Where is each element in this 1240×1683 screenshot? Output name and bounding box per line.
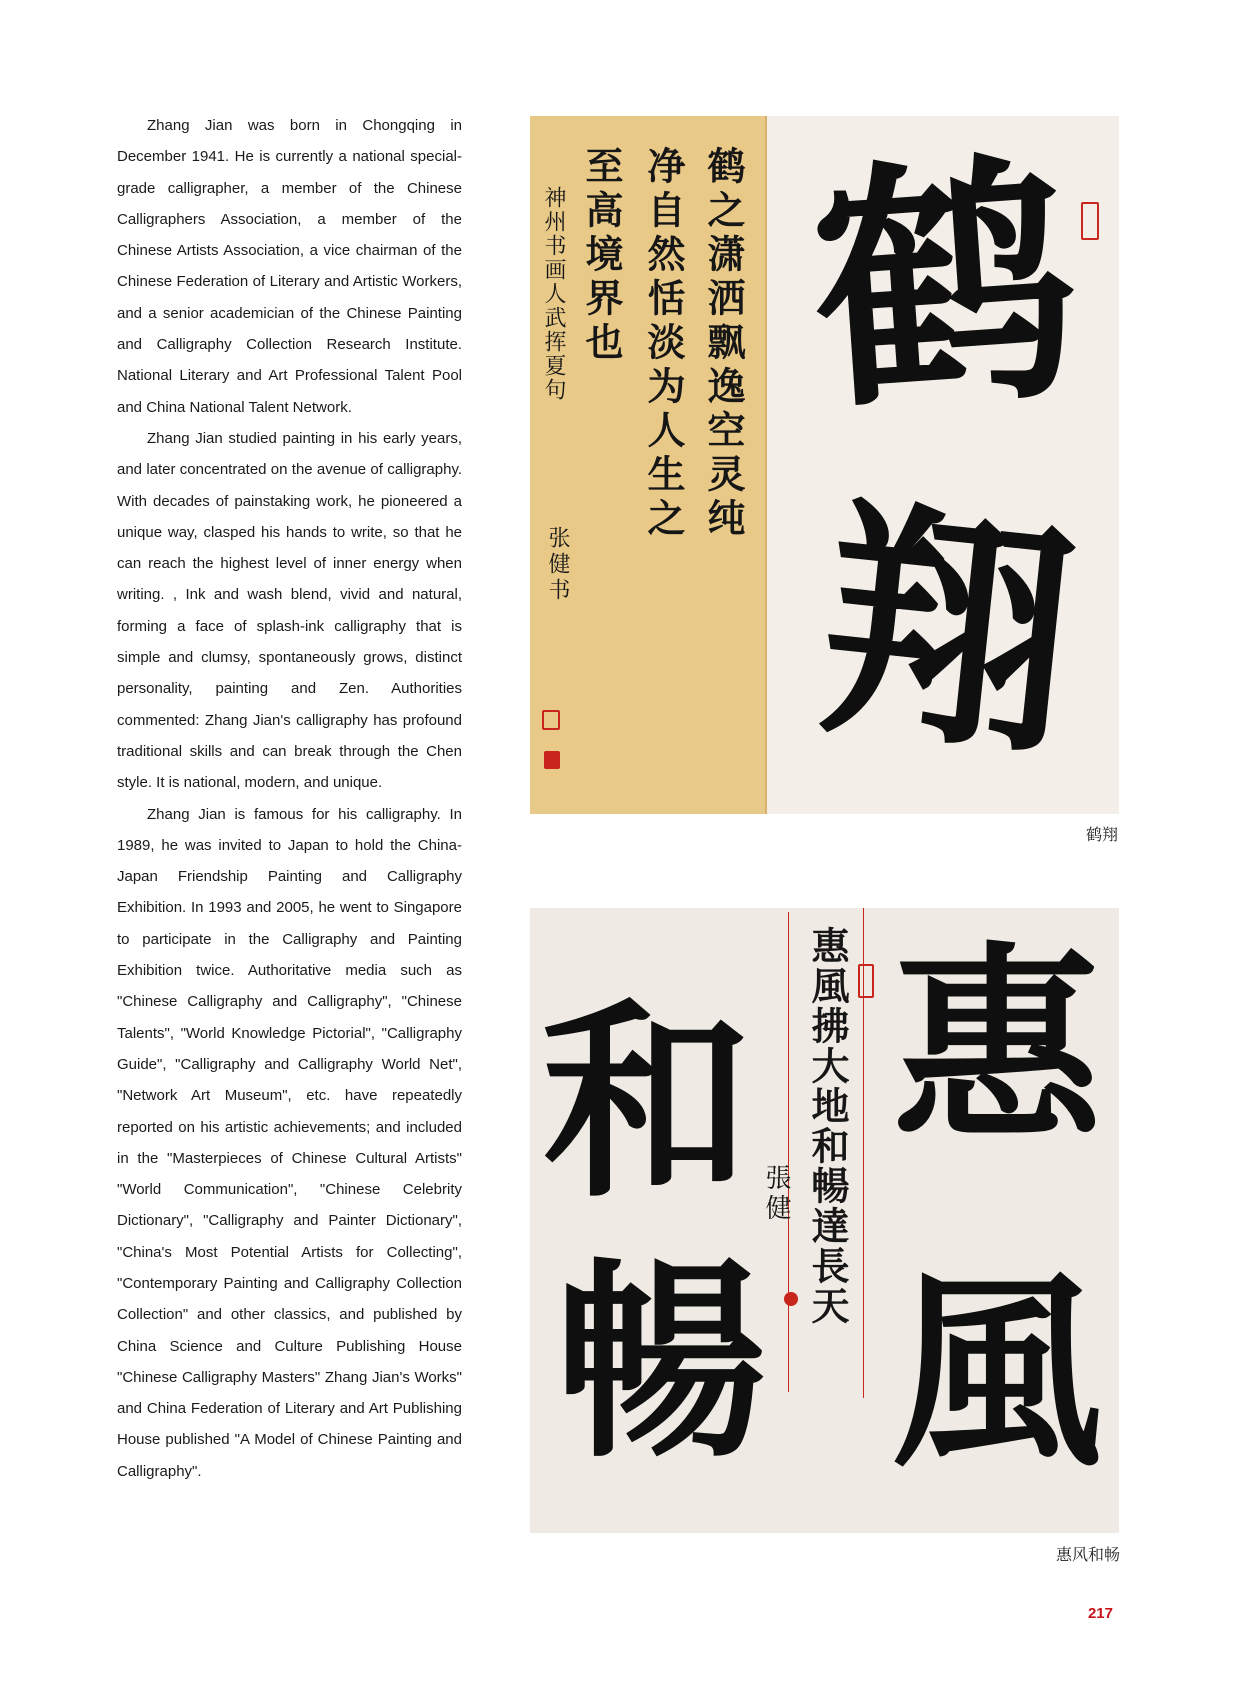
artwork-he-xiang (530, 116, 1119, 814)
large-character-he: 和 (542, 979, 753, 1226)
large-character-xiang: 翔 (808, 471, 1088, 791)
caption-artwork-2: 惠风和畅 (1055, 1545, 1120, 1564)
caption-artwork-1: 鹤翔 (1085, 825, 1118, 844)
large-character-hui: 惠 (892, 923, 1103, 1170)
main-calligraphy-panel (767, 116, 1119, 814)
article-body (117, 110, 462, 1487)
paragraph-exhibitions: Zhang Jian is famous for his calligraphy. In 1989, he was invited to Japan to hold the China-Japan Friendship Painting and Calligraphy Exhibition. In 1993 and 2005, he went to Singapore to participate in the Calligraphy and Painting Exhibition twice. Authoritative media such as "Chinese Calligraphy and Calligraphy", "Chinese Talents", "World Knowledge Pictorial", "Calligraphy Guide", "Calligraphy and Calligraphy World Net", "Network Art Museum", etc. have repeatedly reported on his artistic achievements; and included in the "Masterpieces of Chinese Cultural Artists" "World Communication", "Chinese Celebrity Dictionary", "Calligraphy and Painter Dictionary", "China's Most Potential Artists for Collecting", "Contemporary Painting and Calligraphy Collection Collection" and other classics, and published by China Science and Culture Publishing House "Chinese Calligraphy Masters" Zhang Jian's Works" and China Federation of Literary and Art Publishing House published "A Model of Chinese Painting and Calligraphy". (117, 805, 462, 1480)
poem-column-1: 鹤之潇洒飘逸空灵纯 (701, 146, 746, 542)
poem-column-2: 净自然恬淡为人生之 (641, 146, 686, 542)
large-character-he: 鹤 (804, 126, 1086, 449)
poem-column-3: 至高境界也 (579, 146, 624, 366)
seal-icon (544, 751, 560, 769)
signature: 张健书 (545, 526, 570, 604)
inscription-column: 神州书画人武挥夏句 (541, 186, 566, 402)
seal-icon (1081, 202, 1099, 240)
gold-inscription-panel (530, 116, 767, 814)
seal-icon (784, 1292, 798, 1306)
paragraph-style: Zhang Jian studied painting in his early years, and later concentrated on the avenue of calligraphy. With decades of painstaking work, he pioneered a unique way, clasped his hands to write, so that he can reach the highest level of inner energy when writing. , Ink and wash blend, vivid and natural, forming a face of splash-ink calligraphy that is simple and clumsy, spontaneously grows, distinct personality, painting and Zen. Authorities commented: Zhang Jian's calligraphy has profound traditional skills and can break through the Chen style. It is national, modern, and unique. (117, 429, 462, 792)
signature: 張健 (761, 1164, 791, 1224)
large-character-chang: 暢 (556, 1239, 767, 1486)
paragraph-biography: Zhang Jian was born in Chongqing in December 1941. He is currently a national special-grade calligrapher, a member of the Chinese Calligraphers Association, a member of the Chinese Artists Association, a vice chairman of the Chinese Federation of Literary and Artistic Workers, and a senior academician of the Chinese Painting and Calligraphy Collection Research Institute. National Literary and Art Professional Talent Pool and China National Talent Network. (117, 117, 462, 416)
artwork-hui-feng-he-chang (530, 908, 1119, 1533)
poem-column: 惠風拂大地和暢達長天 (805, 926, 850, 1326)
red-rule-line (788, 912, 789, 1392)
large-character-feng: 風 (892, 1249, 1103, 1496)
seal-icon (542, 710, 560, 730)
page-number: 217 (1087, 1605, 1113, 1622)
seal-icon (858, 964, 874, 998)
